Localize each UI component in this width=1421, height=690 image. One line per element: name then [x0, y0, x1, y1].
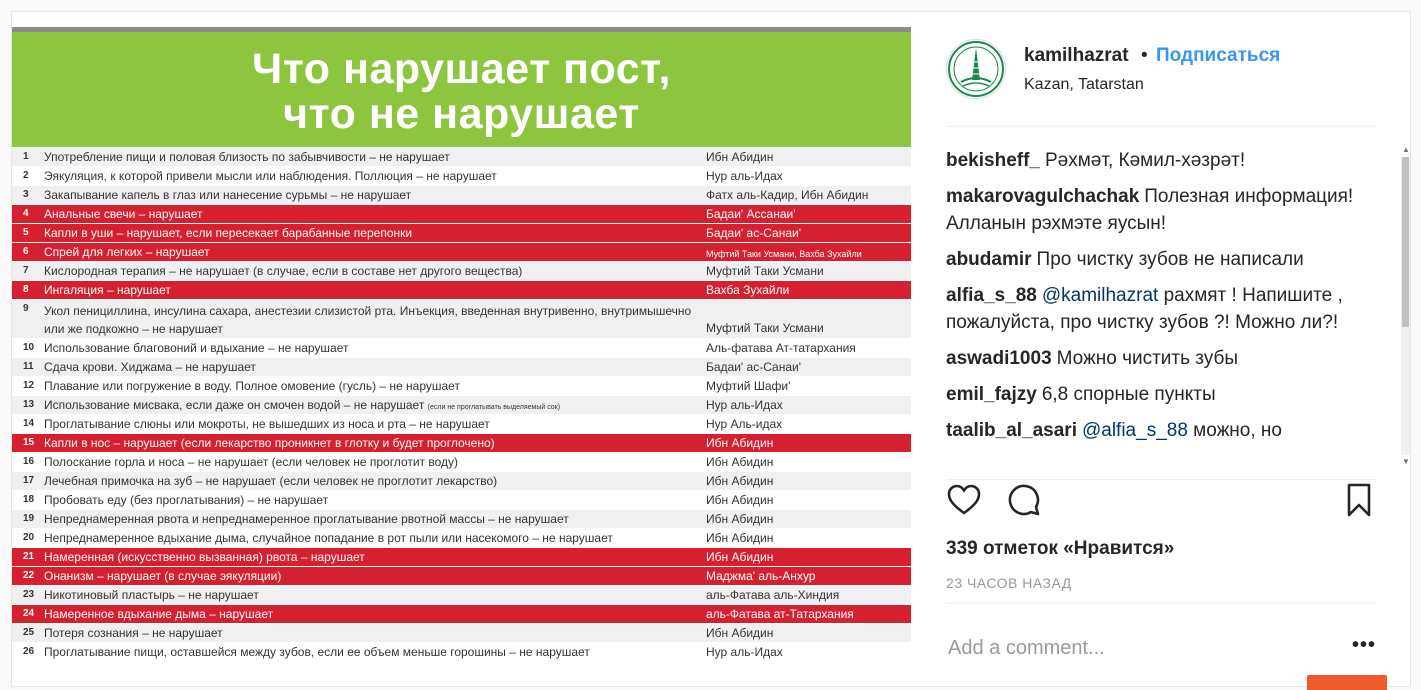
rule-text-main: Закапывание капель в глаз или нанесение сурьмы – не нарушает: [44, 188, 412, 202]
rule-source: Нур аль-Идах: [706, 645, 783, 659]
comment-item: [946, 147, 1366, 174]
rule-row: [12, 148, 911, 167]
rule-source: Ибн Абидин: [706, 531, 774, 545]
rule-text: [44, 645, 704, 660]
rule-number: 4: [23, 208, 29, 219]
rule-text: [44, 283, 704, 298]
divider: [946, 603, 1376, 604]
rule-source: Аль-фатава Ат-татархания: [706, 341, 856, 355]
save-button[interactable]: [1341, 482, 1381, 522]
comment-item: [946, 381, 1366, 408]
comment-text: 6,8 спорные пункты: [1041, 384, 1216, 405]
image-bottom-strip: [12, 671, 911, 686]
rule-number: 24: [23, 608, 35, 619]
rule-text: [44, 150, 704, 165]
comment-button[interactable]: [1006, 482, 1046, 522]
rule-number: 6: [23, 246, 29, 257]
rule-text: [44, 226, 704, 241]
post-side-panel: [911, 12, 1410, 686]
rule-row: [12, 453, 911, 472]
rule-text: [44, 245, 704, 260]
rule-text-main: Проглатывание слюны или мокроты, не вышедших из носа и рта – не нарушает: [44, 417, 490, 431]
rule-row: [12, 300, 911, 339]
divider: [946, 479, 1376, 480]
rule-number: 5: [23, 227, 29, 238]
rule-number: 3: [23, 189, 29, 200]
rule-text-main: Сдача крови. Хиджама – не нарушает: [44, 360, 256, 374]
comment-text: можно, но: [1187, 420, 1282, 441]
comments-scrollbar[interactable]: [1401, 145, 1410, 467]
image-title-line-2: что не нарушает: [283, 90, 640, 138]
rule-row: [12, 491, 911, 510]
rule-number: 16: [23, 456, 35, 467]
divider: [946, 126, 1376, 127]
rule-source: Муфтий Таки Усмани: [706, 264, 824, 278]
rule-row: [12, 643, 911, 662]
rule-row: [12, 548, 911, 567]
rule-text-main: Намеренная (искусственно вызванная) рвота – нарушает: [44, 550, 365, 564]
rule-row: [12, 281, 911, 300]
comment-username[interactable]: abudamir: [946, 249, 1032, 270]
rule-number: 9: [23, 303, 29, 314]
rule-row: [12, 377, 911, 396]
rule-text-main: Использование благовоний и вдыхание – не нарушает: [44, 341, 349, 355]
post-username[interactable]: kamilhazrat: [1024, 45, 1129, 66]
rule-text-main: Укол пенициллина, инсулина сахара, анестезии слизистой рта. Инъекция, введенная внутривенно, внутримышечно или же подкожно – не нарушает: [44, 304, 692, 336]
rule-text: [44, 550, 704, 565]
comment-text: Про чистку зубов не написали: [1036, 249, 1304, 270]
rule-text: [44, 207, 704, 222]
rule-text-main: Лечебная примочка на зуб – не нарушает (если человек не проглотит лекарство): [44, 474, 498, 488]
rule-text: [44, 302, 704, 338]
rule-number: 13: [23, 399, 35, 410]
rule-source: Нур аль-Идах: [706, 169, 783, 183]
rule-number: 11: [23, 361, 34, 372]
rule-number: 23: [23, 589, 35, 600]
scroll-down-arrow-icon[interactable]: ▼: [1402, 457, 1410, 466]
rule-text: [44, 569, 704, 584]
rule-source: Ибн Абидин: [706, 474, 774, 488]
rule-text: [44, 455, 704, 470]
rule-row: [12, 243, 911, 262]
comment-mention[interactable]: @kamilhazrat: [1041, 285, 1159, 306]
rule-text: [44, 474, 704, 489]
rule-number: 7: [23, 265, 29, 276]
bookmark-icon: [1341, 482, 1377, 518]
rule-row: [12, 167, 911, 186]
rule-number: 19: [23, 513, 35, 524]
rules-table: [12, 148, 911, 662]
scroll-up-arrow-icon[interactable]: ▲: [1402, 145, 1410, 154]
comment-text: Рәхмәт, Кәмил-хәзрәт!: [1044, 150, 1246, 171]
header-separator: •: [1141, 45, 1148, 66]
rule-row: [12, 510, 911, 529]
comment-item: [946, 246, 1366, 273]
post-image[interactable]: [12, 12, 911, 686]
rule-source: Муфтий Шафи': [706, 379, 791, 393]
comment-username[interactable]: taalib_al_asari: [946, 420, 1077, 441]
rule-number: 22: [23, 570, 35, 581]
comments-list: [946, 147, 1366, 472]
likes-count[interactable]: 339 отметок «Нравится»: [946, 538, 1175, 559]
rule-number: 21: [23, 551, 35, 562]
rule-text: [44, 512, 704, 527]
rule-source: Нур аль-Идах: [706, 398, 783, 412]
comment-bubble-icon: [1006, 482, 1042, 518]
rule-text-main: Проглатывание пищи, оставшейся между зубов, если ее объем меньше горошины – не нарушает: [44, 645, 590, 659]
comment-username[interactable]: emil_fajzy: [946, 384, 1037, 405]
rule-row: [12, 586, 911, 605]
rule-number: 17: [23, 475, 35, 486]
rule-text-main: Ингаляция – нарушает: [44, 283, 171, 297]
rule-source: Вахба Зухайли: [706, 283, 790, 297]
rule-source: Бадаи' ас-Санаи': [706, 360, 801, 374]
rule-row: [12, 529, 911, 548]
comment-item: [946, 183, 1366, 237]
rule-source: Фатх аль-Кадир, Ибн Абидин: [706, 188, 869, 202]
post-timestamp[interactable]: 23 ЧАСОВ НАЗАД: [946, 575, 1072, 591]
comment-username[interactable]: alfia_s_88: [946, 285, 1037, 306]
rule-text: [44, 607, 704, 622]
rule-number: 20: [23, 532, 35, 543]
profile-avatar[interactable]: [946, 39, 1006, 99]
rule-text: [44, 626, 704, 641]
rule-text-main: Анальные свечи – нарушает: [44, 207, 203, 221]
comment-username[interactable]: bekisheff_: [946, 150, 1040, 171]
instagram-post: [11, 11, 1411, 687]
rule-text-main: Капли в нос – нарушает (если лекарство проникнет в глотку и будет проглочено): [44, 436, 495, 450]
rule-row: [12, 415, 911, 434]
rule-row: [12, 396, 911, 415]
rule-row: [12, 339, 911, 358]
rule-text-main: Намеренное вдыхание дыма – нарушает: [44, 607, 274, 621]
rule-source: Нур Аль-идах: [706, 417, 783, 431]
rule-source: аль-Фатава аль-Хиндия: [706, 588, 840, 602]
rule-text-main: Спрей для легких – нарушает: [44, 245, 210, 259]
mosque-logo-icon: [947, 40, 1005, 98]
rule-number: 10: [23, 342, 35, 353]
rule-text-main: Потеря сознания – не нарушает: [44, 626, 223, 640]
rule-number: 12: [23, 380, 35, 391]
action-bar: [946, 482, 1376, 522]
rule-source: аль-Фатава ат-Татархания: [706, 607, 854, 621]
rule-source: Ибн Абидин: [706, 436, 774, 450]
post-location[interactable]: Kazan, Tatarstan: [1024, 76, 1144, 93]
rule-row: [12, 262, 911, 281]
rule-row: [12, 567, 911, 586]
more-options-icon[interactable]: •••: [1352, 634, 1377, 656]
follow-button[interactable]: Подписаться: [1156, 45, 1281, 66]
rule-text: [44, 379, 704, 394]
rule-text-main: Никотиновый пластырь – не нарушает: [44, 588, 259, 602]
rule-text-main: Непреднамеренная рвота и непреднамеренное проглатывание рвотной массы – не нарушает: [44, 512, 569, 526]
orange-corner-tab[interactable]: [1307, 675, 1387, 690]
comment-username[interactable]: aswadi1003: [946, 348, 1052, 369]
rule-number: 1: [23, 151, 29, 162]
rule-source: Ибн Абидин: [706, 550, 774, 564]
heart-icon: [946, 482, 982, 518]
rule-source: Бадаи' Ассанаи': [706, 207, 796, 221]
rule-source: Ибн Абидин: [706, 626, 774, 640]
rule-number: 2: [23, 170, 29, 181]
rule-row: [12, 624, 911, 643]
rule-source: Муфтий Таки Усмани: [706, 321, 824, 335]
rule-text: [44, 264, 704, 279]
scrollbar-thumb[interactable]: [1402, 157, 1409, 327]
rule-text-main: Пробовать еду (без проглатывания) – не нарушает: [44, 493, 329, 507]
rule-text: [44, 360, 704, 375]
rule-text: [44, 341, 704, 356]
rule-text: [44, 588, 704, 603]
rule-text-main: Плавание или погружение в воду. Полное омовение (гусль) – не нарушает: [44, 379, 460, 393]
comment-text: Полезная информация!Алланын рэхмэте яусын!: [946, 186, 1354, 234]
rule-row: [12, 472, 911, 491]
rule-text-main: Употребление пищи и половая близость по забывчивости – не нарушает: [44, 150, 450, 164]
comment-text: Можно чистить зубы: [1056, 348, 1239, 369]
rule-source: Бадаи' ас-Санаи': [706, 226, 801, 240]
rule-text-main: Кислородная терапия – не нарушает (в случае, если в составе нет другого вещества): [44, 264, 523, 278]
rule-source: Ибн Абидин: [706, 150, 774, 164]
rule-text: [44, 531, 704, 546]
rule-text: [44, 169, 704, 184]
rule-number: 8: [23, 284, 29, 295]
rule-text: [44, 493, 704, 508]
comment-item: [946, 417, 1366, 444]
rule-row: [12, 434, 911, 453]
comment-mention[interactable]: @alfia_s_88: [1081, 420, 1188, 441]
rule-number: 18: [23, 494, 35, 505]
rule-text-main: Капли в уши – нарушает, если пересекает барабанные перепонки: [44, 226, 413, 240]
rule-number: 15: [23, 437, 35, 448]
rule-text: [44, 188, 704, 203]
image-title-line-1: Что нарушает пост,: [252, 45, 671, 93]
rule-source: Ибн Абидин: [706, 493, 774, 507]
rule-source: Муфтий Таки Усмани, Вахба Зухайли: [706, 249, 862, 259]
rule-source: Ибн Абидин: [706, 512, 774, 526]
rule-text-main: Эякуляция, к которой привели мысли или наблюдения. Поллюция – не нарушает: [44, 169, 497, 183]
image-title-banner: [12, 32, 911, 147]
rule-number: 26: [23, 646, 35, 657]
rule-row: [12, 205, 911, 224]
rule-row: [12, 358, 911, 377]
rule-text-main: Использование мисвака, если даже он смочен водой – не нарушает: [44, 398, 425, 412]
comment-item: [946, 282, 1366, 336]
rule-text-main: Непреднамеренное вдыхание дыма, случайное попадание в рот пыли или насекомого – не нарушает: [44, 531, 613, 545]
rule-text-main: Онанизм – нарушает (в случае эякуляции): [44, 569, 282, 583]
like-button[interactable]: [946, 482, 986, 522]
comment-text: рахмят ! Напишите , пожалуйста, про чистку зубов ?! Можно ли?!: [946, 285, 1343, 333]
rule-source: Ибн Абидин: [706, 455, 774, 469]
rule-source: Маджма' аль-Анхур: [706, 569, 816, 583]
rule-row: [12, 224, 911, 243]
rule-row: [12, 605, 911, 624]
rule-text: [44, 398, 704, 415]
rule-text-main: Полоскание горла и носа – не нарушает (если человек не проглотит воду): [44, 455, 459, 469]
rule-row: [12, 186, 911, 205]
rule-number: 14: [23, 418, 35, 429]
rule-text: [44, 436, 704, 451]
rule-note: (если не проглатывать выделяемый сок): [427, 404, 561, 411]
comment-item: [946, 345, 1366, 372]
comment-username[interactable]: makarovagulchachak: [946, 186, 1140, 207]
rule-number: 25: [23, 627, 35, 638]
add-comment-input[interactable]: [946, 632, 1330, 664]
rule-text: [44, 417, 704, 432]
